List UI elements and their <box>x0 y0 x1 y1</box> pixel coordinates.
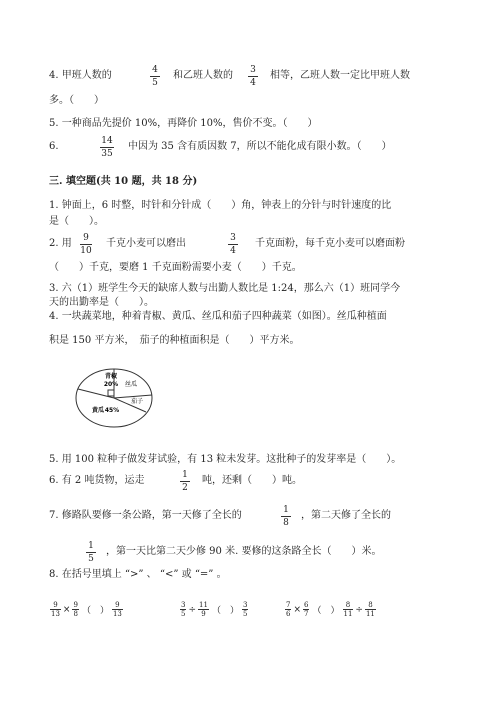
f7-part-a: 7. 修路队要修一条公路，第一天修了全长的 <box>49 510 242 521</box>
compare-1-answer-blank: （ ） <box>81 606 109 616</box>
compare-1-result-fraction: $\frac{9}{13}$ <box>112 601 122 618</box>
section-heading: 三. 填空题(共 10 题，共 18 分) <box>49 176 198 187</box>
q6-number: 6. <box>49 141 59 152</box>
compare-2-answer-blank: （ ） <box>211 606 239 616</box>
compare-expression-2: $\frac{3}{5}$ ÷ $\frac{11}{9}$ （ ） $\frac{3}{5}$ <box>181 601 248 618</box>
slice-pct-qingjiao: 20% <box>103 381 119 388</box>
q4-continuation: 多。（ ） <box>49 95 104 106</box>
f3-line-1: 3. 六（1）班学生今天的缺席人数与出勤人数比是 1:24，那么六（1）班同学今 <box>49 283 401 294</box>
q6-text: 中因为 35 含有质因数 7，所以不能化成有限小数。（ ） <box>128 141 392 152</box>
compare-3-result-fraction: $\frac{8}{11}$ <box>343 601 353 618</box>
q4-fraction-2: 3 4 <box>248 65 258 88</box>
q4-part-a: 4. 甲班人数的 <box>49 70 112 81</box>
compare-3-left-fraction: $\frac{7}{6}$ <box>286 601 291 618</box>
f7-fraction-1: 1 8 <box>281 505 291 528</box>
q4-part-b: 和乙班人数的 <box>173 70 233 81</box>
f1-line-1: 1. 钟面上，6 时整，时针和分针成（ ）角，钟表上的分针与时针速度的比 <box>49 200 392 211</box>
slice-label-qingjiao: 青椒 <box>104 373 118 380</box>
compare-expression-3: $\frac{7}{6}$ × $\frac{6}{7}$ （ ） $\frac{8}{11}$ ÷ $\frac{8}{11}$ <box>286 601 375 618</box>
compare-2-result-fraction: $\frac{3}{5}$ <box>242 601 248 618</box>
f7-line-2: ，第一天比第二天少修 90 米. 要修的这条路全长（ ）米。 <box>106 546 382 557</box>
compare-3-answer-blank: （ ） <box>312 606 340 616</box>
compare-2-left-fraction: $\frac{3}{5}$ <box>181 601 186 618</box>
f6-part-b: 吨，还剩（ ）吨。 <box>202 475 302 486</box>
f2-fraction-2: 3 4 <box>228 233 238 256</box>
f7-fraction-2: 1 5 <box>86 541 96 564</box>
q4-part-c: 相等，乙班人数一定比甲班人数 <box>270 70 410 81</box>
f5-text: 5. 用 100 粒种子做发芽试验，有 13 粒未发芽。这批种子的发芽率是（ ）。 <box>49 454 402 465</box>
q6-fraction: 14 35 <box>101 136 113 159</box>
f2-part-b: 千克小麦可以磨出 <box>106 238 186 249</box>
slice-label-huanggua: 黄瓜 <box>91 407 105 414</box>
compare-2-right-fraction: $\frac{11}{9}$ <box>199 601 208 618</box>
f7-part-b: ，第二天修了全长的 <box>301 510 391 521</box>
vegetable-pie-chart <box>74 366 154 430</box>
f2-line-2: （ ）千克，要磨 1 千克面粉需要小麦（ ）千克。 <box>49 262 302 273</box>
compare-3-right-fraction: $\frac{6}{7}$ <box>304 601 309 618</box>
slice-pct-huanggua: 45% <box>104 407 120 414</box>
f2-part-c: 千克面粉，每千克小麦可以磨面粉 <box>255 238 405 249</box>
compare-3-divisor-fraction: $\frac{8}{11}$ <box>365 601 375 618</box>
f1-line-2: 是（ ）。 <box>49 216 104 227</box>
f2-fraction-1: 9 10 <box>80 233 92 256</box>
f4-line-1: 4. 一块蔬菜地，种着青椒、黄瓜、丝瓜和茄子四种蔬菜（如图）。丝瓜种植面 <box>49 311 387 322</box>
f4-line-2: 积是 150 平方米， 茄子的种植面积是（ ）平方米。 <box>49 335 300 346</box>
f8-text: 8. 在括号里填上 “>” 、 “<” 或 “=” 。 <box>49 569 227 580</box>
q4-fraction-1: 4 5 <box>150 65 160 88</box>
f2-part-a: 2. 用 <box>49 238 72 249</box>
compare-1-left-fraction: $\frac{9}{13}$ <box>51 601 60 618</box>
f6-fraction: 1 2 <box>180 470 190 493</box>
slice-label-sigua: 丝瓜 <box>124 381 138 388</box>
compare-expression-1: $\frac{9}{13}$ × $\frac{9}{8}$ （ ） $\frac{9}{13}$ <box>51 601 122 618</box>
slice-label-qiezi: 茄子 <box>130 398 144 405</box>
q5-text: 5. 一种商品先提价 10%，再降价 10%，售价不变。（ ） <box>49 118 318 129</box>
f6-part-a: 6. 有 2 吨货物，运走 <box>49 475 145 486</box>
f3-line-2: 天的出勤率是（ ）。 <box>49 297 154 308</box>
compare-1-right-fraction: $\frac{9}{8}$ <box>73 601 78 618</box>
